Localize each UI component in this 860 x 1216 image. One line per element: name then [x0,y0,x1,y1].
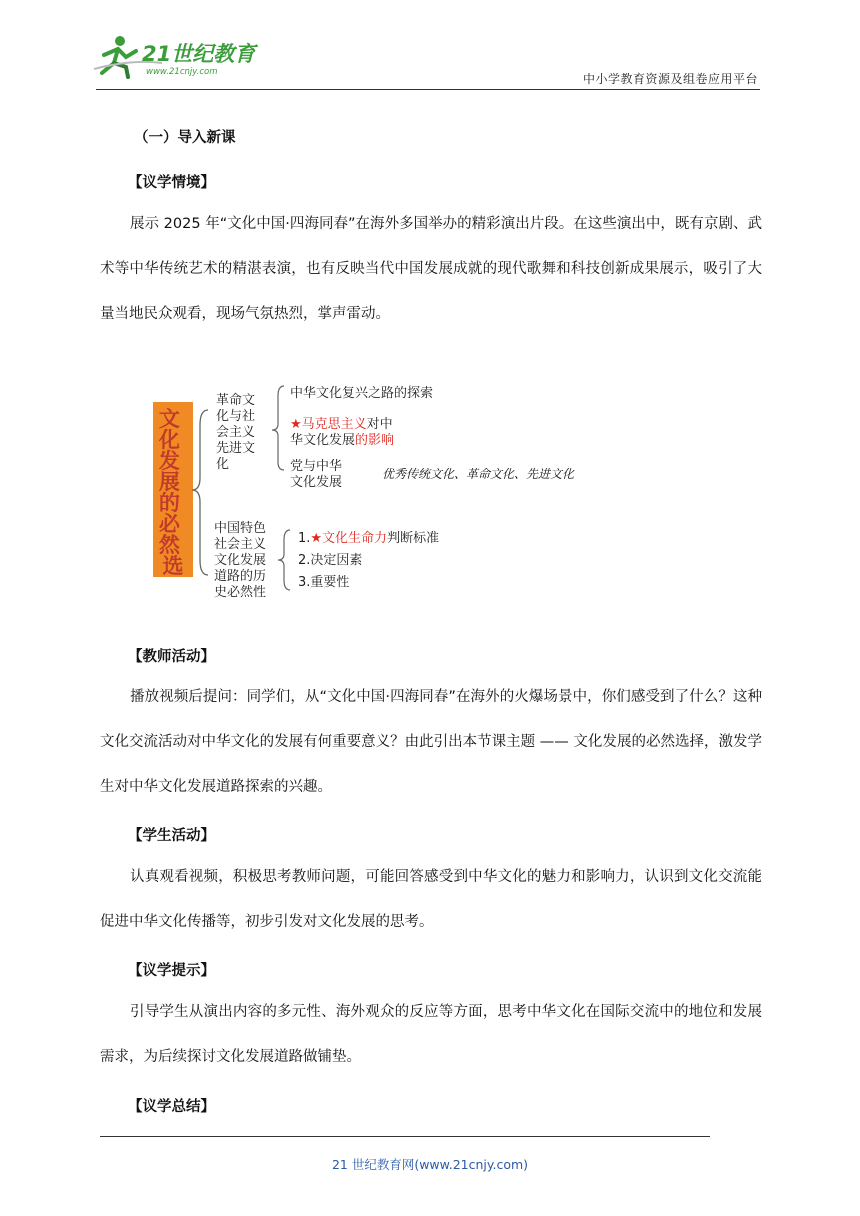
logo-url: www.21cnjy.com [146,67,218,77]
footer-divider [100,1136,710,1137]
situation-tag: 【议学情境】 [128,175,215,191]
hint-paragraph: 引导学生从演出内容的多元性、海外观众的反应等方面，思考中华文化在国际交流中的地位和发展需求，为后续探讨文化发展道路做铺垫。 [100,1004,762,1065]
branch2-brace [278,530,290,590]
branch2-item1: 1.★文化生命力判断标准 [298,531,440,546]
branch1-label: 革命文 化与社 会主义 先进文 化 [216,393,256,472]
hint-tag: 【议学提示】 [128,963,215,979]
concept-diagram-svg [150,380,690,600]
branch2-item3: 3.重要性 [298,575,350,590]
branch1-brace [272,386,284,470]
diagram-title: 文 化 发 展 的 必 然 选 [158,407,184,578]
branch1-item2-line2: 华文化发展的影响 [290,433,395,448]
section-title: （一）导入新课 [134,130,236,146]
footer-text: 21 世纪教育网(www.21cnjy.com) [331,1157,529,1172]
summary-tag: 【议学总结】 [128,1099,215,1115]
branch2-item2: 2.决定因素 [298,553,363,568]
branch1-item3: 党与中华 文化发展 [290,459,343,490]
logo-text: 21世纪教育 [142,42,256,66]
logo-graphic [92,33,262,81]
header-divider [96,89,760,90]
concept-diagram [150,380,690,600]
teacher-paragraph: 播放视频后提问：同学们，从“文化中国·四海同春”在海外的火爆场景中，你们感受到了什么？这种文化交流活动对中华文化的发展有何重要意义？由此引出本节课主题 —— 文化发展的必然选择，激发学生对中华文化发展道路探索的兴趣。 [100,689,762,795]
header-tagline: 中小学教育资源及组卷应用平台 [582,72,758,86]
situation-paragraph: 展示 2025 年“文化中国·四海同春”在海外多国举办的精彩演出片段。在这些演出中，既有京剧、武术等中华传统艺术的精湛表演，也有反映当代中国发展成就的现代歌舞和科技创新成果展示，吸引了大量当地民众观看，现场气氛热烈，掌声雷动。 [100,216,762,322]
student-paragraph: 认真观看视频，积极思考教师问题，可能回答感受到中华文化的魅力和影响力，认识到文化交流能促进中华文化传播等，初步引发对文化发展的思考。 [100,869,762,930]
site-logo [92,33,262,81]
student-tag: 【学生活动】 [128,828,215,844]
branch1-item1: 中华文化复兴之路的探索 [290,386,434,401]
branch2-label: 中国特色 社会主义 文化发展 道路的历 史必然性 [214,521,267,600]
branch1-item2-line1: ★马克思主义对中 [290,417,393,432]
branch1-item3-note: 优秀传统文化、革命文化、先进文化 [382,467,575,481]
main-brace [192,410,208,575]
teacher-tag: 【教师活动】 [128,649,215,665]
